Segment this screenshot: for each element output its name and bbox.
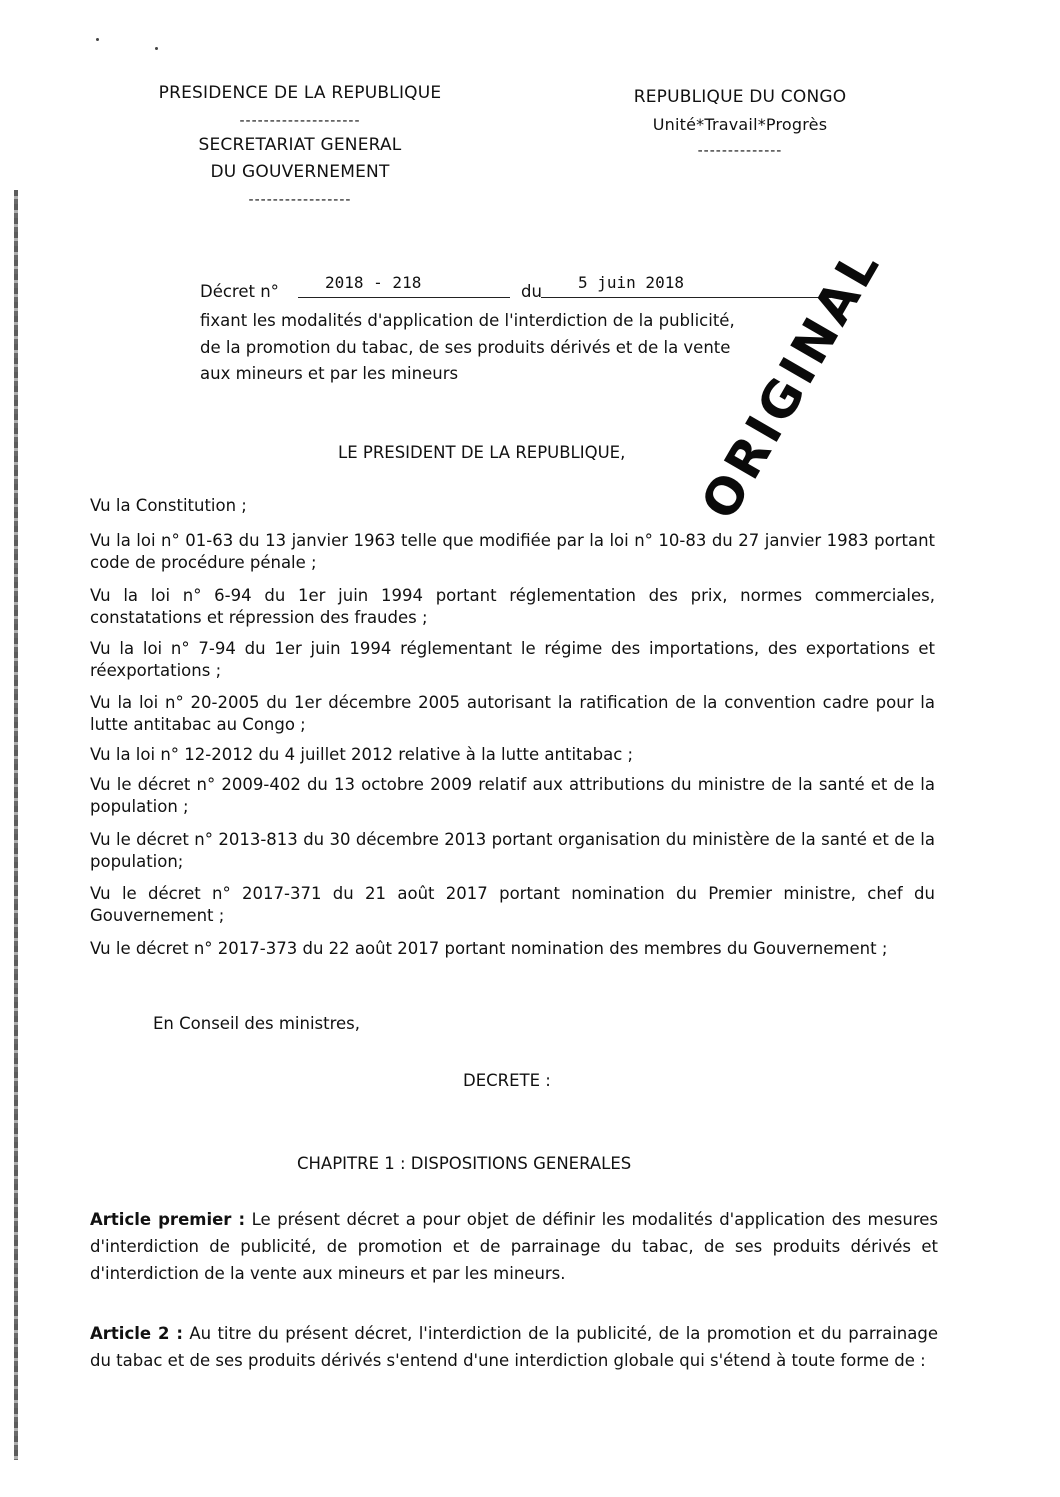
- decrete-heading: DECRETE :: [463, 1071, 551, 1090]
- decree-number-label: Décret n°: [200, 282, 279, 301]
- visa-item: Vu la Constitution ;: [90, 496, 247, 515]
- binding-edge: [14, 190, 18, 1460]
- visa-item: Vu la loi n° 20-2005 du 1er décembre 2005 autorisant la ratification de la convention cadre pour la lutte antitabac au Congo ;: [90, 693, 935, 734]
- header-left-secretariat: SECRETARIAT GENERAL: [198, 135, 402, 155]
- header-right-republique: REPUBLIQUE DU CONGO: [633, 87, 847, 107]
- header-left-presidence: PRESIDENCE DE LA REPUBLIQUE: [158, 83, 442, 103]
- visa-item: Vu la loi n° 6-94 du 1er juin 1994 portant réglementation des prix, normes commerciales, constatations et répression des fraudes ;: [90, 586, 935, 627]
- visa-item: Vu la loi n° 7-94 du 1er juin 1994 réglementant le régime des importations, des exportations et réexportations ;: [90, 639, 935, 680]
- visa-item: Vu le décret n° 2017-371 du 21 août 2017 portant nomination du Premier ministre, chef du Gouvernement ;: [90, 884, 935, 925]
- president-heading: LE PRESIDENT DE LA REPUBLIQUE,: [338, 443, 626, 462]
- decree-date-underline: [541, 297, 831, 298]
- conseil-line: En Conseil des ministres,: [153, 1014, 361, 1033]
- visa-item: Vu la loi n° 01-63 du 13 janvier 1963 telle que modifiée par la loi n° 10-83 du 27 janvier 1983 portant code de procédure pénale ;: [90, 531, 935, 572]
- scan-speck: [96, 38, 99, 41]
- decree-date-label: du: [521, 282, 542, 301]
- decree-date: 5 juin 2018: [578, 273, 684, 292]
- decree-title-line: de la promotion du tabac, de ses produits dérivés et de la vente: [200, 338, 731, 357]
- article-1-text: Le présent décret a pour objet de définir les modalités d'application des mesures d'interdiction de publicité, de promotion et de parrainage du tabac, de ses produits dérivés et d'interdiction de la vente aux mineurs et par les mineurs.: [90, 1210, 938, 1283]
- visa-item: Vu la loi n° 12-2012 du 4 juillet 2012 relative à la lutte antitabac ;: [90, 745, 634, 764]
- header-left-rule: -----------------: [248, 192, 352, 208]
- header-left-gouvernement: DU GOUVERNEMENT: [210, 162, 390, 182]
- decree-title-line: aux mineurs et par les mineurs: [200, 364, 459, 383]
- article-1-label: Article premier :: [90, 1210, 246, 1229]
- header-right-motto: Unité*Travail*Progrès: [652, 115, 828, 134]
- chapter-heading: CHAPITRE 1 : DISPOSITIONS GENERALES: [297, 1154, 632, 1173]
- decree-number-underline: [298, 297, 510, 298]
- original-stamp: ORIGINAL: [690, 237, 893, 529]
- decree-number: 2018 - 218: [325, 273, 422, 292]
- article-2-text: Au titre du présent décret, l'interdiction de la publicité, de la promotion et du parrainage du tabac et de ses produits dérivés s'entend d'une interdiction globale qui s'étend à toute forme de :: [90, 1324, 938, 1370]
- visa-item: Vu le décret n° 2009-402 du 13 octobre 2009 relatif aux attributions du ministre de la santé et de la population ;: [90, 775, 935, 816]
- decree-title-line: fixant les modalités d'application de l'interdiction de la publicité,: [200, 311, 735, 330]
- article-1: [90, 1206, 938, 1287]
- article-2: [90, 1320, 938, 1374]
- header-right-rule: --------------: [697, 143, 783, 159]
- article-2-label: Article 2 :: [90, 1324, 183, 1343]
- visa-item: Vu le décret n° 2013-813 du 30 décembre 2013 portant organisation du ministère de la santé et de la population;: [90, 830, 935, 871]
- header-left-rule: --------------------: [239, 113, 361, 129]
- scan-speck: [155, 47, 158, 50]
- visa-item: Vu le décret n° 2017-373 du 22 août 2017 portant nomination des membres du Gouvernement ;: [90, 939, 888, 958]
